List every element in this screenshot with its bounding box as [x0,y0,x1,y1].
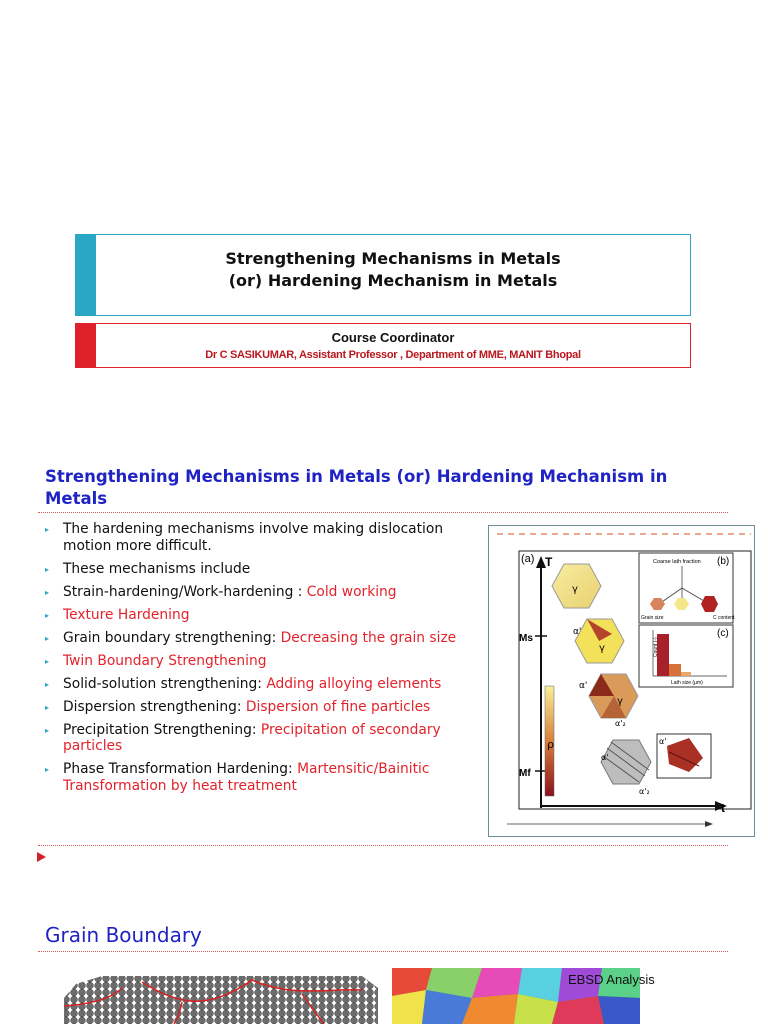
mechanism-highlight: Texture Hardening [63,606,190,623]
mechanism-highlight: Cold working [306,583,397,600]
mechanism-text: Strain-hardening/Work-hardening : [63,583,307,600]
mechanism-item [45,653,485,670]
mechanism-item [45,676,485,693]
coordinator-card [75,323,691,368]
rho-label: ρ [547,738,554,751]
ms-label: Ms [519,633,533,644]
mechanism-text: Precipitation Strengthening: [63,721,261,738]
mechanism-item [45,722,485,755]
axis-T-label: T [545,555,553,569]
title-line-2: (or) Hardening Mechanism in Metals [228,271,558,290]
slide3-heading: Grain Boundary [45,923,202,947]
alpha-label-3: α' [601,753,609,762]
bullet-arrow-icon: ▸ [45,587,50,597]
coordinator-heading: Course Coordinator [331,330,455,345]
bullet-arrow-icon: ▸ [45,610,50,620]
mechanism-text: Phase Transformation Hardening: [63,761,298,777]
mechanism-item [45,521,485,554]
transformation-figure [488,525,755,837]
coarse-lath-label: Coarse lath fraction [653,559,701,565]
bullet-arrow-icon: ▸ [45,564,50,574]
mechanism-item [45,761,485,794]
mechanism-item [45,607,485,624]
mechanism-text: The hardening mechanisms involve making dislocation motion more difficult. [63,521,444,554]
bullet-arrow-icon: ▸ [45,633,50,643]
figure-graphic [489,526,755,837]
coordinator-accent-bar [76,324,96,367]
lath-size-label: Lath size (μm) [671,680,703,686]
atomic-lattice-image [62,968,380,1024]
bullet-arrow-icon: ▸ [45,656,50,666]
c-content-label: C content [713,615,735,621]
panel-b-label: (b) [717,556,730,567]
divider-bottom [38,845,728,846]
bullet-arrow-icon: ▸ [45,702,50,712]
title-line-1: Strengthening Mechanisms in Metals [225,249,561,268]
panel-c-label: (c) [717,628,729,639]
mechanism-highlight: Adding alloying elements [266,675,442,692]
mechanism-highlight: Martensitic/Bainitic Transformation by heat treatment [63,761,430,794]
mechanism-item [45,699,485,716]
alpha2-label-1: α'₂ [615,719,626,728]
axis-t-label: t [721,801,725,815]
bullet-arrow-icon: ▸ [45,679,50,689]
mf-label: Mf [519,768,531,779]
title-accent-bar [76,235,96,315]
mechanism-highlight: Decreasing the grain size [280,629,457,646]
bullet-arrow-icon: ▸ [45,725,50,735]
mechanism-item [45,561,485,578]
divider-top [38,512,728,513]
count-label: Count (-) [653,637,659,657]
mechanism-highlight: Dispersion of fine particles [245,698,431,715]
mechanism-text: These mechanisms include [63,560,251,577]
bullet-arrow-icon: ▸ [45,525,50,534]
gamma-label-2: γ [599,643,605,654]
mechanism-highlight: Precipitation of secondary particles [63,721,441,754]
alpha-inset-label: α' [659,737,667,746]
alpha-label-1: α' [573,627,582,637]
divider-slide3 [38,951,728,952]
grain-size-label: Grain size [641,615,664,621]
slide2-heading: Strengthening Mechanisms in Metals (or) Hardening Mechanism in Metals [45,467,668,508]
mechanism-text: Solid-solution strengthening: [63,675,267,692]
mechanism-highlight: Twin Boundary Strengthening [63,652,267,669]
mechanism-text: Grain boundary strengthening: [63,629,281,646]
bullet-arrow-icon: ▸ [45,765,50,774]
title-card [75,234,691,316]
slide-arrow-icon [37,852,46,862]
mechanism-text: Dispersion strengthening: [63,698,246,715]
panel-a-label: (a) [521,553,535,565]
gamma-label-1: γ [572,584,578,595]
mechanism-item [45,584,485,601]
gamma-label-3: γ [617,696,623,707]
ebsd-label: EBSD Analysis [568,972,655,987]
coordinator-name: Dr C SASIKUMAR, Assistant Professor , Department of MME, MANIT Bhopal [205,349,581,361]
mechanism-list [45,521,485,801]
mechanism-item [45,630,485,647]
alpha-label-2: α' [579,681,588,691]
atom-lattice-graphic [62,968,380,1024]
alpha2-label-2: α'₂ [639,787,650,796]
